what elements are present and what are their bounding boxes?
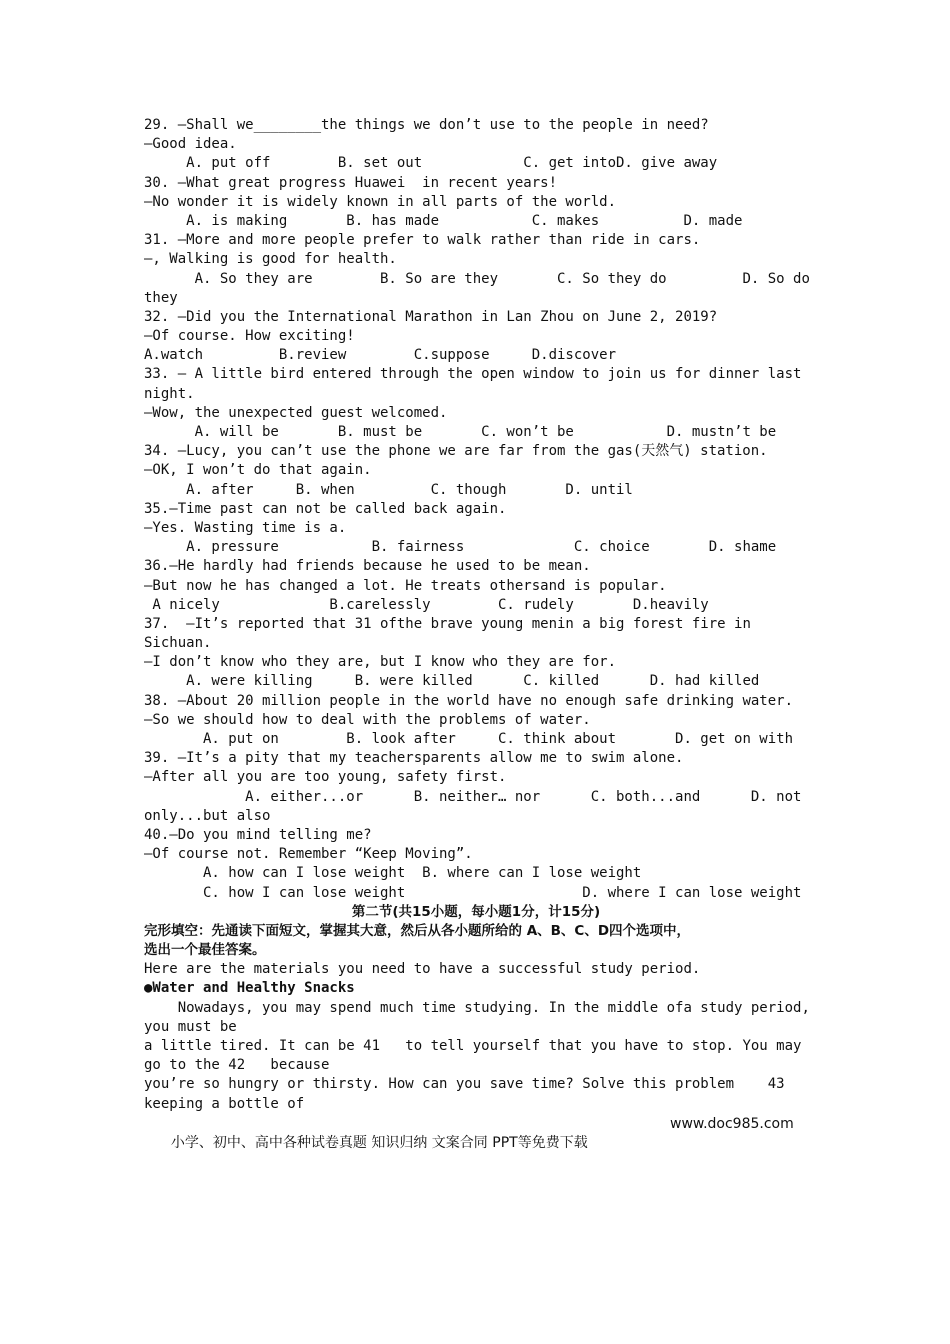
instructions-line-2: 选出一个最佳答案。 — [144, 942, 266, 959]
question-line: A. is making B. has made C. makes D. made — [144, 212, 743, 229]
question-line: —But now he has changed a lot. He treats othersand is popular. — [144, 577, 667, 594]
passage-line: a little tired. It can be 41 to tell yourself that you have to stop. You may — [144, 1038, 802, 1054]
question-line: 40.—Do you mind telling me? — [144, 826, 372, 843]
question-line: 32. —Did you the International Marathon in Lan Zhou on June 2, 2019? — [144, 308, 718, 325]
passage-line: Nowadays, you may spend much time studying. In the middle ofa study period, — [144, 999, 810, 1016]
question-line: —So we should how to deal with the problems of water. — [144, 711, 591, 728]
question-line: night. — [144, 385, 195, 402]
passage-line: you’re so hungry or thirsty. How can you save time? Solve this problem 43 — [144, 1076, 785, 1093]
passage-line: go to the 42 because — [144, 1057, 330, 1074]
question-line: —Of course. How exciting! — [144, 328, 355, 345]
question-line: —Wow, the unexpected guest welcomed. — [144, 404, 448, 421]
question-line: A. put off B. set out C. get intoD. give away — [144, 155, 718, 172]
question-list — [144, 116, 808, 903]
question-line: —OK, I won’t do that again. — [144, 462, 372, 479]
question-line: A. will be B. must be C. won’t be D. mustn’t be — [144, 424, 777, 440]
question-line: —Of course not. Remember “Keep Moving”. — [144, 846, 473, 863]
question-line: —, Walking is good for health. — [144, 251, 397, 268]
question-line: 29. —Shall we________the things we don’t use to the people in need? — [144, 117, 709, 133]
question-line: —I don’t know who they are, but I know who they are for. — [144, 654, 617, 671]
section-title: 第二节(共15小题，每小题1分，计15分) — [351, 903, 601, 920]
passage-line: ●Water and Healthy Snacks — [144, 980, 355, 997]
footer-text: 小学、初中、高中各种试卷真题 知识归纳 文案合同 PPT等免费下载 — [170, 1135, 588, 1151]
question-line: Sichuan. — [144, 635, 212, 652]
question-line: 35.—Time past can not be called back again. — [144, 500, 507, 517]
question-line: 31. —More and more people prefer to walk rather than ride in cars. — [144, 232, 701, 249]
question-line: 36.—He hardly had friends because he used to be mean. — [144, 558, 591, 575]
question-line: —After all you are too young, safety first. — [144, 769, 507, 786]
question-line: A. how can I lose weight B. where can I lose weight — [144, 865, 642, 882]
question-line: 37. —It’s reported that 31 ofthe brave young menin a big forest fire in — [144, 615, 751, 632]
question-line: 30. —What great progress Huawei in recent years! — [144, 174, 558, 191]
passage — [144, 960, 808, 1114]
passage-line: Here are the materials you need to have a successful study period. — [144, 961, 701, 978]
footer-site: www.doc985.com — [670, 1116, 794, 1132]
question-line: A. pressure B. fairness C. choice D. shame — [144, 539, 777, 556]
question-line: A. put on B. look after C. think about D. get on with — [144, 731, 794, 747]
question-line: —No wonder it is widely known in all parts of the world. — [144, 193, 617, 210]
question-line: A.watch B.review C.suppose D.discover — [144, 347, 617, 364]
question-line: only...but also — [144, 807, 271, 824]
question-line: 39. —It’s a pity that my teachersparents allow me to swim alone. — [144, 750, 684, 767]
question-line: 33. — A little bird entered through the open window to join us for dinner last — [144, 366, 802, 383]
question-line: A. were killing B. were killed C. killed D. had killed — [144, 673, 760, 690]
instructions-line-1: 完形填空：先通读下面短文，掌握其大意，然后从各小题所给的 A、B、C、D四个选项中， — [144, 922, 691, 939]
footer — [162, 1116, 802, 1168]
question-line: they — [144, 289, 178, 306]
question-line: A. either...or B. neither… nor C. both...and D. not — [144, 788, 802, 805]
question-line: 34. —Lucy, you can’t use the phone we are far from the gas(天然气) station. — [144, 443, 768, 460]
question-line: A. after B. when C. though D. until — [144, 481, 633, 498]
question-line: —Good idea. — [144, 136, 237, 153]
question-line: A. So they are B. So are they C. So they do D. So do — [144, 270, 810, 287]
question-line: 38. —About 20 million people in the world have no enough safe drinking water. — [144, 692, 794, 709]
question-line: C. how I can lose weight D. where I can lose weight — [144, 884, 802, 901]
passage-line: keeping a bottle of — [144, 1095, 305, 1112]
passage-line: you must be — [144, 1018, 237, 1035]
question-line: A nicely B.carelessly C. rudely D.heavily — [144, 596, 709, 613]
exam-page — [144, 116, 808, 1114]
question-line: —Yes. Wasting time is a. — [144, 519, 347, 536]
